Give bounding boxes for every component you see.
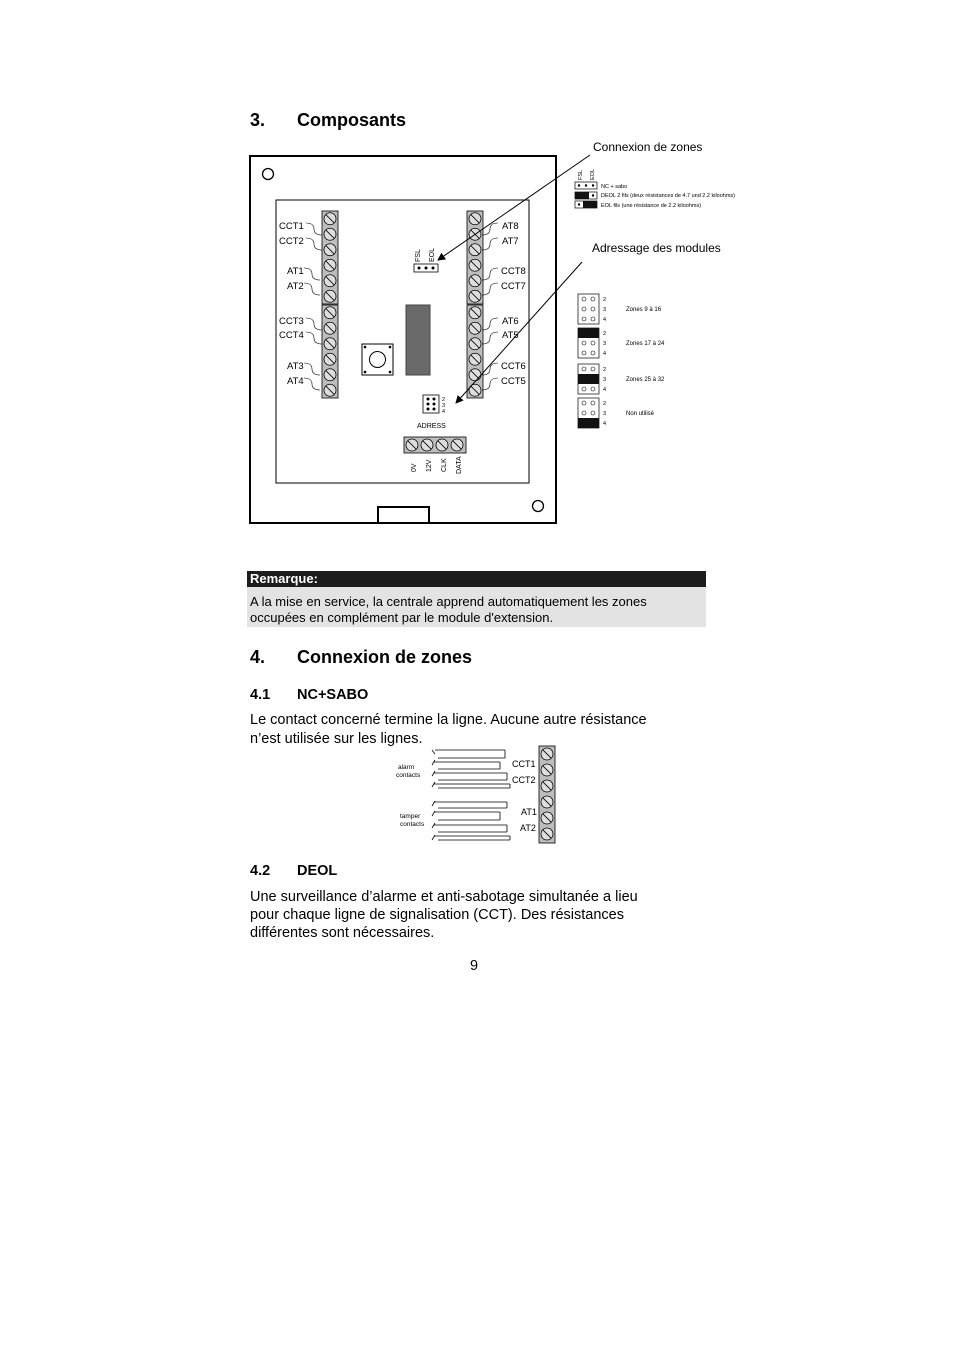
svg-text:0V: 0V	[411, 463, 418, 472]
svg-text:contacts: contacts	[400, 821, 425, 828]
address-legend-label: Zones 17 à 24	[626, 341, 665, 347]
left-terminal-label: AT1	[287, 266, 304, 277]
left-terminal-label: AT2	[287, 281, 304, 292]
section-4-2-heading: 4.2 DEOL	[250, 863, 338, 879]
page-number: 9	[470, 958, 479, 974]
left-terminal-label: AT3	[287, 361, 304, 372]
section-4-1-heading: 4.1 NC+SABO	[250, 687, 369, 703]
tamper-switch	[362, 344, 393, 375]
svg-text:AT1: AT1	[521, 807, 537, 817]
zone-legend-jumpers	[575, 182, 597, 208]
svg-text:CCT2: CCT2	[512, 775, 536, 785]
svg-text:EOL fils (une résistance de 2.: EOL fils (une résistance de 2.2 kiloohms)	[601, 203, 702, 209]
section-4-heading: 4. Connexion de zones	[250, 647, 473, 667]
adress-label: ADRESS	[417, 423, 446, 430]
svg-text:2: 2	[603, 331, 607, 337]
svg-text:CLK: CLK	[441, 458, 448, 472]
right-terminal-label: CCT7	[501, 281, 526, 292]
svg-text:12V: 12V	[426, 459, 433, 472]
svg-text:3: 3	[603, 377, 607, 383]
address-jumper	[423, 395, 439, 413]
note-line-2: occupées en complément par le module d'extension.	[250, 610, 554, 625]
svg-text:2: 2	[442, 397, 446, 403]
section-4-2-text: Une surveillance d’alarme et anti-sabotage simultanée a lieu pour chaque ligne de signalisation (CCT). Des résistances différentes sont nécessaires.	[250, 889, 638, 941]
right-terminal-label: AT8	[502, 221, 519, 232]
right-terminal-label: CCT6	[501, 361, 526, 372]
svg-text:DEOL 2 fils (deux résistances: DEOL 2 fils (deux résistances de 4.7 und 2.2 kiloohms)	[601, 193, 736, 199]
section-3-heading: 3. Composants	[250, 110, 407, 130]
left-terminal-label: CCT2	[279, 236, 304, 247]
ic-chip	[406, 305, 430, 375]
svg-text:2: 2	[603, 367, 607, 373]
jumper-label-fsl: FSL	[415, 249, 422, 262]
left-terminal-label: AT4	[287, 376, 304, 387]
left-terminal-label: CCT4	[279, 330, 304, 341]
svg-text:4: 4	[603, 387, 607, 393]
left-terminal-label: CCT1	[279, 221, 304, 232]
right-terminal-label: CCT5	[501, 376, 526, 387]
note-line-1: A la mise en service, la centrale apprend automatiquement les zones	[250, 594, 647, 609]
cable-entry	[378, 507, 429, 523]
address-legend-label: Zones 25 à 32	[626, 377, 665, 383]
modules-callout-label: Adressage des modules	[592, 241, 721, 255]
note-box	[247, 571, 706, 627]
jumper-label-eol: EOL	[429, 247, 436, 262]
wiring-terminal-strip	[539, 746, 555, 843]
svg-text:2: 2	[603, 401, 607, 407]
components-figure	[0, 0, 954, 560]
nc-sabo-wiring-diagram	[390, 740, 570, 850]
svg-text:contacts: contacts	[396, 772, 421, 779]
svg-text:3: 3	[603, 411, 607, 417]
svg-text:alarm: alarm	[398, 764, 415, 771]
address-legend	[578, 294, 665, 428]
wiring-lines	[432, 750, 510, 840]
svg-text:4: 4	[603, 351, 607, 357]
svg-text:tamper: tamper	[400, 813, 421, 820]
left-terminal-label: CCT3	[279, 316, 304, 327]
zones-callout-label: Connexion de zones	[593, 140, 703, 154]
svg-text:2: 2	[603, 297, 607, 303]
right-terminal-label: AT5	[502, 330, 519, 341]
svg-text:AT2: AT2	[520, 823, 536, 833]
section-4-1-text: Le contact concerné termine la ligne. Aucune autre résistance n’est utilisée sur les lignes.	[250, 712, 647, 747]
svg-text:CCT1: CCT1	[512, 759, 536, 769]
svg-text:DATA: DATA	[456, 456, 463, 474]
svg-text:4: 4	[442, 409, 446, 415]
right-terminal-label: AT7	[502, 236, 519, 247]
address-legend-label: Zones 9 à 16	[626, 307, 662, 313]
power-bus-terminals	[404, 437, 466, 453]
svg-text:FSL: FSL	[578, 169, 584, 180]
svg-text:4: 4	[603, 421, 607, 427]
right-terminal-label: CCT8	[501, 266, 526, 277]
svg-text:3: 3	[603, 307, 607, 313]
svg-text:NC + sabo: NC + sabo	[601, 184, 628, 190]
svg-text:3: 3	[603, 341, 607, 347]
address-legend-label: Non utilisé	[626, 411, 655, 417]
svg-text:EOL: EOL	[590, 168, 596, 180]
svg-text:3: 3	[442, 403, 446, 409]
note-header: Remarque:	[247, 571, 706, 587]
svg-text:4: 4	[603, 317, 607, 323]
right-terminal-label: AT6	[502, 316, 519, 327]
